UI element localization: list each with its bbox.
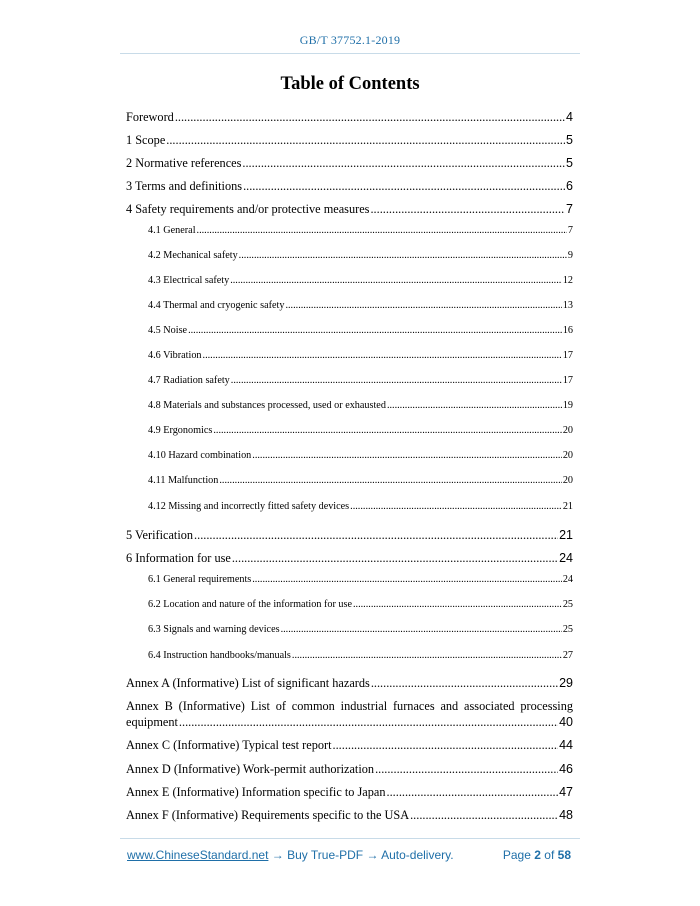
toc-entry-page: 12 — [562, 275, 573, 286]
toc-leader-dots — [188, 325, 562, 336]
toc-entry-4-7[interactable] — [148, 375, 573, 386]
toc-entry-4-3[interactable] — [148, 275, 573, 286]
page-indicator — [503, 848, 571, 862]
toc-entry-page: 19 — [562, 400, 573, 411]
toc-entry-6-1[interactable] — [148, 574, 573, 585]
toc-entry-page: 24 — [559, 551, 573, 565]
toc-entry-page: 17 — [562, 375, 573, 386]
toc-leader-dots — [292, 650, 562, 661]
toc-entry-annex-d[interactable] — [126, 762, 573, 777]
toc-entry-page: 48 — [559, 808, 573, 822]
toc-entry-normative-references[interactable] — [126, 156, 573, 171]
toc-leader-dots — [353, 599, 562, 610]
toc-entry-scope[interactable] — [126, 133, 573, 148]
toc-leader-dots — [231, 375, 562, 386]
page-total: 58 — [557, 848, 571, 862]
toc-entry-information-for-use[interactable] — [126, 551, 573, 566]
toc-entry-label: 4.7 Radiation safety — [148, 375, 230, 386]
toc-leader-dots — [370, 202, 565, 217]
toc-entry-label: Annex D (Informative) Work-permit authorization — [126, 762, 375, 776]
toc-leader-dots — [375, 762, 558, 777]
toc-entry-safety-requirements[interactable] — [126, 202, 573, 217]
toc-entry-4-9[interactable] — [148, 425, 573, 436]
toc-leader-dots — [197, 225, 567, 236]
toc-leader-dots — [179, 715, 558, 730]
toc-entry-label: equipment — [126, 715, 178, 729]
toc-leader-dots — [281, 624, 562, 635]
toc-entry-label: 4 Safety requirements and/or protective measures — [126, 202, 370, 216]
toc-entry-page: 7 — [567, 225, 573, 236]
toc-leader-dots — [371, 676, 558, 691]
toc-entry-page: 21 — [562, 501, 573, 512]
website-link[interactable]: www.ChineseStandard.net — [127, 848, 269, 862]
toc-entry-4-1[interactable] — [148, 225, 573, 236]
toc-entry-label: 1 Scope — [126, 133, 166, 147]
toc-leader-dots — [410, 808, 558, 823]
toc-leader-dots — [232, 551, 558, 566]
toc-leader-dots — [213, 425, 561, 436]
page-title: Table of Contents — [280, 74, 420, 94]
toc-leader-dots — [194, 528, 558, 543]
toc-entry-4-6[interactable] — [148, 350, 573, 361]
toc-entry-page: 16 — [562, 325, 573, 336]
toc-leader-dots — [175, 110, 565, 125]
document-id-header: GB/T 37752.1-2019 — [299, 33, 401, 47]
toc-entry-4-12[interactable] — [148, 501, 573, 512]
toc-entry-annex-a[interactable] — [126, 676, 573, 691]
toc-entry-label: Annex A (Informative) List of significant hazards — [126, 676, 370, 690]
toc-entry-label: 4.1 General — [148, 225, 196, 236]
toc-entry-page: 40 — [559, 715, 573, 729]
toc-entry-annex-c[interactable] — [126, 738, 573, 753]
toc-entry-label: 4.10 Hazard combination — [148, 450, 252, 461]
toc-entry-label: 6.3 Signals and warning devices — [148, 624, 280, 635]
toc-entry-page: 20 — [562, 425, 573, 436]
toc-entry-4-8[interactable] — [148, 400, 573, 411]
toc-entry-page: 20 — [562, 475, 573, 486]
toc-leader-dots — [333, 738, 559, 753]
toc-leader-dots — [387, 400, 562, 411]
toc-entry-label: 6 Information for use — [126, 551, 231, 565]
toc-entry-page: 47 — [559, 785, 573, 799]
page-word: Page — [502, 848, 531, 862]
toc-entry-4-10[interactable] — [148, 450, 573, 461]
toc-entry-6-3[interactable] — [148, 624, 573, 635]
toc-entry-page: 25 — [562, 624, 573, 635]
toc-entry-page: 6 — [566, 179, 573, 193]
toc-leader-dots — [239, 250, 567, 261]
header-divider — [120, 53, 580, 54]
toc-entry-page: 24 — [562, 574, 573, 585]
toc-entry-label: 4.3 Electrical safety — [148, 275, 230, 286]
toc-entry-page: 27 — [562, 650, 573, 661]
page-footer — [127, 848, 577, 862]
toc-entry-page: 46 — [559, 762, 573, 776]
toc-entry-page: 5 — [566, 133, 573, 147]
toc-entry-label: Annex F (Informative) Requirements specific to the USA — [126, 808, 410, 822]
toc-leader-dots — [350, 501, 562, 512]
toc-leader-dots — [166, 133, 565, 148]
toc-entry-page: 29 — [559, 676, 573, 690]
toc-leader-dots — [252, 450, 562, 461]
toc-entry-4-2[interactable] — [148, 250, 573, 261]
toc-entry-page: 5 — [566, 156, 573, 170]
toc-entry-label: Foreword — [126, 110, 174, 124]
footer-divider — [120, 838, 580, 839]
toc-entry-label: 2 Normative references — [126, 156, 242, 170]
toc-entry-annex-f[interactable] — [126, 808, 573, 823]
toc-entry-label: 6.1 General requirements — [148, 574, 252, 585]
toc-entry-page: 7 — [566, 202, 573, 216]
toc-entry-label: 4.4 Thermal and cryogenic safety — [148, 300, 285, 311]
toc-entry-page: 9 — [567, 250, 573, 261]
toc-leader-dots — [219, 475, 561, 486]
toc-entry-label: 4.11 Malfunction — [148, 475, 219, 486]
toc-entry-page: 21 — [559, 528, 573, 542]
toc-entry-page: 13 — [562, 300, 573, 311]
toc-leader-dots — [243, 179, 565, 194]
toc-leader-dots — [252, 574, 562, 585]
toc-entry-label: 4.6 Vibration — [148, 350, 202, 361]
toc-entry-label: 6.2 Location and nature of the information for use — [148, 599, 352, 610]
toc-entry-label: 4.8 Materials and substances processed, used or exhausted — [148, 400, 386, 411]
toc-entry-6-4[interactable] — [148, 650, 573, 661]
toc-leader-dots — [285, 300, 561, 311]
toc-entry-4-4[interactable] — [148, 300, 573, 311]
page-of: of — [544, 848, 555, 862]
toc-entry-terms-definitions[interactable] — [126, 179, 573, 194]
toc-entry-page: 20 — [562, 450, 573, 461]
toc-leader-dots — [230, 275, 562, 286]
toc-entry-label: Annex E (Informative) Information specific to Japan — [126, 785, 386, 799]
footer-promo-text: → Buy True-PDF → Auto-delivery. — [268, 848, 454, 862]
toc-entry-verification[interactable] — [126, 528, 573, 543]
toc-entry-label: 4.12 Missing and incorrectly fitted safety devices — [148, 501, 350, 512]
toc-entry-label: 4.2 Mechanical safety — [148, 250, 238, 261]
toc-entry-label: 3 Terms and definitions — [126, 179, 243, 193]
toc-entry-6-2[interactable] — [148, 599, 573, 610]
toc-entry-4-5[interactable] — [148, 325, 573, 336]
page-current: 2 — [534, 848, 541, 862]
toc-entry-label: Annex C (Informative) Typical test report — [126, 738, 332, 752]
toc-leader-dots — [387, 785, 559, 800]
toc-entry-label: 5 Verification — [126, 528, 194, 542]
toc-entry-4-11[interactable] — [148, 475, 573, 486]
toc-entry-page: 17 — [562, 350, 573, 361]
toc-entry-foreword[interactable] — [126, 110, 573, 125]
toc-entry-page: 4 — [566, 110, 573, 124]
toc-entry-page: 25 — [562, 599, 573, 610]
toc-entry-label: 4.9 Ergonomics — [148, 425, 213, 436]
toc-leader-dots — [242, 156, 565, 171]
toc-entry-annex-b-line1[interactable]: Annex B (Informative) List of common industrial furnaces and associated processing — [126, 699, 573, 713]
toc-entry-annex-e[interactable] — [126, 785, 573, 800]
toc-entry-annex-b[interactable] — [126, 715, 573, 730]
toc-leader-dots — [203, 350, 562, 361]
toc-entry-label: 6.4 Instruction handbooks/manuals — [148, 650, 291, 661]
toc-entry-page: 44 — [559, 738, 573, 752]
toc-entry-label: 4.5 Noise — [148, 325, 188, 336]
